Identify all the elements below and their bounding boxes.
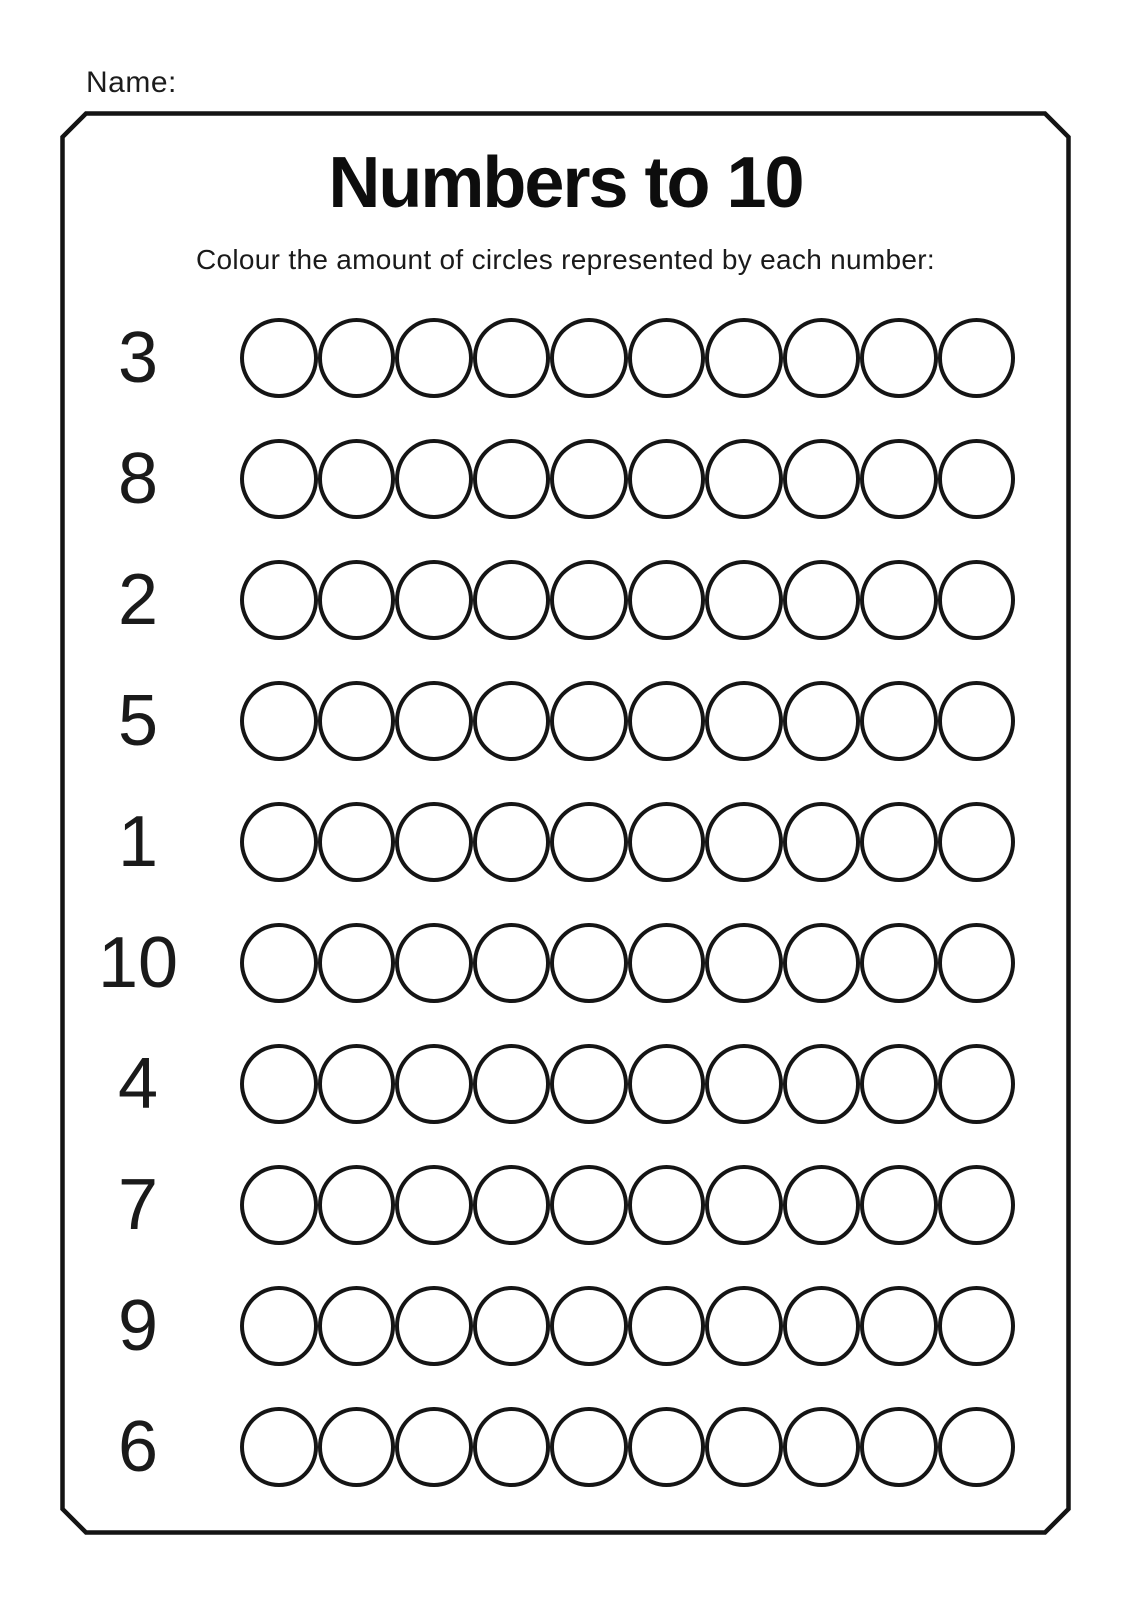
colour-circle[interactable] (705, 1165, 783, 1245)
colour-circle[interactable] (473, 1407, 551, 1487)
colour-circle[interactable] (395, 681, 473, 761)
colour-circle[interactable] (860, 318, 938, 398)
colour-circle[interactable] (395, 1407, 473, 1487)
colour-circle[interactable] (318, 681, 396, 761)
worksheet-row (0, 681, 1131, 761)
colour-circle[interactable] (628, 1165, 706, 1245)
circle-group (240, 1286, 1015, 1366)
colour-circle[interactable] (395, 1286, 473, 1366)
row-number-label: 4 (117, 1044, 159, 1125)
colour-circle[interactable] (783, 318, 861, 398)
row-number-label: 3 (117, 317, 159, 398)
colour-circle[interactable] (628, 1286, 706, 1366)
colour-circle[interactable] (783, 681, 861, 761)
circle-group (240, 923, 1015, 1003)
colour-circle[interactable] (783, 1286, 861, 1366)
page-title: Numbers to 10 (328, 143, 803, 223)
colour-circle[interactable] (705, 1407, 783, 1487)
colour-circle[interactable] (628, 802, 706, 882)
colour-circle[interactable] (473, 681, 551, 761)
colour-circle[interactable] (473, 318, 551, 398)
colour-circle[interactable] (395, 802, 473, 882)
colour-circle[interactable] (860, 923, 938, 1003)
colour-circle[interactable] (240, 318, 318, 398)
worksheet-row (0, 1165, 1131, 1245)
colour-circle[interactable] (395, 923, 473, 1003)
colour-circle[interactable] (473, 439, 551, 519)
colour-circle[interactable] (550, 318, 628, 398)
colour-circle[interactable] (938, 560, 1016, 640)
colour-circle[interactable] (783, 1165, 861, 1245)
colour-circle[interactable] (550, 802, 628, 882)
colour-circle[interactable] (240, 1165, 318, 1245)
colour-circle[interactable] (783, 1044, 861, 1124)
colour-circle[interactable] (550, 560, 628, 640)
colour-circle[interactable] (550, 1165, 628, 1245)
worksheet-row (0, 1407, 1131, 1487)
colour-circle[interactable] (860, 1044, 938, 1124)
colour-circle[interactable] (473, 1165, 551, 1245)
colour-circle[interactable] (860, 1407, 938, 1487)
colour-circle[interactable] (783, 923, 861, 1003)
colour-circle[interactable] (395, 560, 473, 640)
colour-circle[interactable] (938, 923, 1016, 1003)
colour-circle[interactable] (628, 560, 706, 640)
colour-circle[interactable] (705, 1286, 783, 1366)
colour-circle[interactable] (783, 1407, 861, 1487)
row-number-label: 5 (117, 680, 159, 761)
circle-group (240, 318, 1015, 398)
colour-circle[interactable] (473, 1286, 551, 1366)
colour-circle[interactable] (318, 1044, 396, 1124)
row-number-label: 6 (117, 1407, 159, 1488)
worksheet-row (0, 802, 1131, 882)
colour-circle[interactable] (938, 1044, 1016, 1124)
page-subtitle: Colour the amount of circles represented by each number: (196, 244, 935, 275)
colour-circle[interactable] (628, 1407, 706, 1487)
colour-circle[interactable] (705, 923, 783, 1003)
colour-circle[interactable] (473, 560, 551, 640)
colour-circle[interactable] (550, 1286, 628, 1366)
colour-circle[interactable] (318, 318, 396, 398)
row-number-label: 2 (117, 559, 159, 640)
worksheet-row (0, 318, 1131, 398)
colour-circle[interactable] (550, 681, 628, 761)
colour-circle[interactable] (860, 1165, 938, 1245)
colour-circle[interactable] (473, 1044, 551, 1124)
colour-circle[interactable] (550, 1407, 628, 1487)
colour-circle[interactable] (395, 318, 473, 398)
colour-circle[interactable] (318, 923, 396, 1003)
circle-group (240, 802, 1015, 882)
colour-circle[interactable] (628, 1044, 706, 1124)
colour-circle[interactable] (938, 1165, 1016, 1245)
colour-circle[interactable] (938, 439, 1016, 519)
colour-circle[interactable] (240, 802, 318, 882)
colour-circle[interactable] (395, 1044, 473, 1124)
colour-circle[interactable] (318, 439, 396, 519)
colour-circle[interactable] (240, 1286, 318, 1366)
colour-circle[interactable] (628, 439, 706, 519)
circle-group (240, 681, 1015, 761)
colour-circle[interactable] (473, 923, 551, 1003)
colour-circle[interactable] (240, 560, 318, 640)
colour-circle[interactable] (473, 802, 551, 882)
circle-group (240, 1044, 1015, 1124)
worksheet-row (0, 439, 1131, 519)
colour-circle[interactable] (318, 560, 396, 640)
circle-group (240, 439, 1015, 519)
colour-circle[interactable] (938, 802, 1016, 882)
colour-circle[interactable] (783, 802, 861, 882)
worksheet-row (0, 923, 1131, 1003)
colour-circle[interactable] (860, 802, 938, 882)
colour-circle[interactable] (240, 1044, 318, 1124)
colour-circle[interactable] (628, 318, 706, 398)
colour-circle[interactable] (395, 439, 473, 519)
colour-circle[interactable] (240, 439, 318, 519)
worksheet-row (0, 1044, 1131, 1124)
colour-circle[interactable] (938, 1286, 1016, 1366)
circle-group (240, 1407, 1015, 1487)
colour-circle[interactable] (550, 923, 628, 1003)
row-number-label: 8 (117, 438, 159, 519)
colour-circle[interactable] (550, 1044, 628, 1124)
colour-circle[interactable] (705, 681, 783, 761)
colour-circle[interactable] (938, 1407, 1016, 1487)
colour-circle[interactable] (395, 1165, 473, 1245)
colour-circle[interactable] (318, 802, 396, 882)
colour-circle[interactable] (318, 1407, 396, 1487)
colour-circle[interactable] (938, 318, 1016, 398)
colour-circle[interactable] (240, 681, 318, 761)
colour-circle[interactable] (860, 681, 938, 761)
name-label: Name: (86, 66, 177, 99)
worksheet-row (0, 1286, 1131, 1366)
colour-circle[interactable] (938, 681, 1016, 761)
circle-group (240, 560, 1015, 640)
colour-circle[interactable] (240, 923, 318, 1003)
row-number-label: 1 (117, 801, 159, 882)
colour-circle[interactable] (628, 681, 706, 761)
colour-circle[interactable] (705, 318, 783, 398)
colour-circle[interactable] (550, 439, 628, 519)
colour-circle[interactable] (783, 560, 861, 640)
colour-circle[interactable] (860, 1286, 938, 1366)
colour-circle[interactable] (705, 439, 783, 519)
colour-circle[interactable] (628, 923, 706, 1003)
circle-group (240, 1165, 1015, 1245)
colour-circle[interactable] (860, 560, 938, 640)
worksheet-row (0, 560, 1131, 640)
colour-circle[interactable] (705, 1044, 783, 1124)
colour-circle[interactable] (318, 1286, 396, 1366)
colour-circle[interactable] (705, 560, 783, 640)
colour-circle[interactable] (860, 439, 938, 519)
colour-circle[interactable] (705, 802, 783, 882)
row-number-label: 10 (97, 923, 179, 1003)
colour-circle[interactable] (318, 1165, 396, 1245)
colour-circle[interactable] (783, 439, 861, 519)
row-number-label: 7 (117, 1165, 159, 1246)
colour-circle[interactable] (240, 1407, 318, 1487)
row-number-label: 9 (117, 1286, 159, 1367)
